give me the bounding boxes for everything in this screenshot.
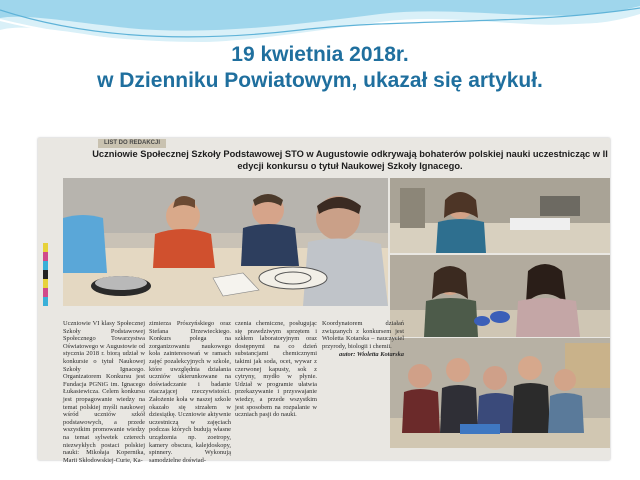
article-column-2: zimierza Prószyńskiego oraz Stefana Drzewieckiego. Konkurs polega na zorganizowaniu naukowego koła zainteresowań w ramach zajęć pozalekcyjnych w szkole, które uwzględnia działania uczniów ukierunkowane na doświadczanie i badanie otaczającej rzeczywistości. Założenie koła w naszej szkole okazało się strzałem w dziesiątkę. Uczniowie aktywnie uczestniczą w zajęciach podczas których budują własne urządzenia np. zoetropy, kamery obscura, kalejdoskopy, spinnery. Wykonują samodzielne doświad- xyxy=(149,320,231,464)
article-photo-group xyxy=(390,338,610,448)
section-tag: LIST DO REDAKCJI xyxy=(98,139,166,148)
slide-title xyxy=(0,42,640,94)
article-column-4 xyxy=(322,320,404,359)
slide-title-subtitle: w Dzienniku Powiatowym, ukazał się artykuł. xyxy=(97,69,543,92)
article-column-1: Uczniowie VI klasy Społecznej Szkoły Podstawowej Społecznego Towarzystwa Oświatowego w Augustowie od stycznia 2018 r. biorą udział w konkursie o tytuł Naukowej Szkoły Ignacego. Organizatorem Konkursu jest Fundacja PGNiG im. Ignacego Łukasiewicza. Celem konkursu jest propagowanie wiedzy na temat polskiej myśli naukowej wśród uczniów szkół podstawowych, a przede wszystkim promowanie wiedzy na temat sylwetek czterech niezwykłych postaci polskiej nauki: Mikołaja Kopernika, Marii Skłodowskiej-Curie, Ka- xyxy=(63,320,145,464)
article-column-4-text: Koordynatorem działań związanych z konkursem jest Wioletta Kotarska – nauczyciel przyrody, biologii i chemii. xyxy=(322,320,404,350)
article-photo-lab-2 xyxy=(390,255,610,337)
article-photo-main xyxy=(63,178,388,306)
article-author: autor: Wioletta Kotarska xyxy=(339,351,404,359)
print-color-bar xyxy=(43,243,48,306)
article-photo-lab-1 xyxy=(390,178,610,253)
article-headline: Uczniowie Społecznej Szkoły Podstawowej STO w Augustowie odkrywają bohaterów polskiej nauki uczestnicząc w II edycji konkursu o tytuł Naukowej Szkoły Ignacego. xyxy=(92,149,608,171)
slide-title-date: 19 kwietnia 2018r. xyxy=(231,43,409,66)
newspaper-clipping xyxy=(38,138,610,464)
article-column-3: czenia chemiczne, posługując się prawdziwym sprzętem i szkłem laboratoryjnym oraz dostępnymi na co dzień substancjami chemicznymi takimi jak soda, ocet, wywar z czerwonej kapusty, sok z cytryny, mydło w płynie. Udział w programie ułatwia przekazywanie i przyswajanie wiedzy, a przede wszystkim jest sposobem na rozpalanie w uczniach pasji do nauki. xyxy=(235,320,317,419)
